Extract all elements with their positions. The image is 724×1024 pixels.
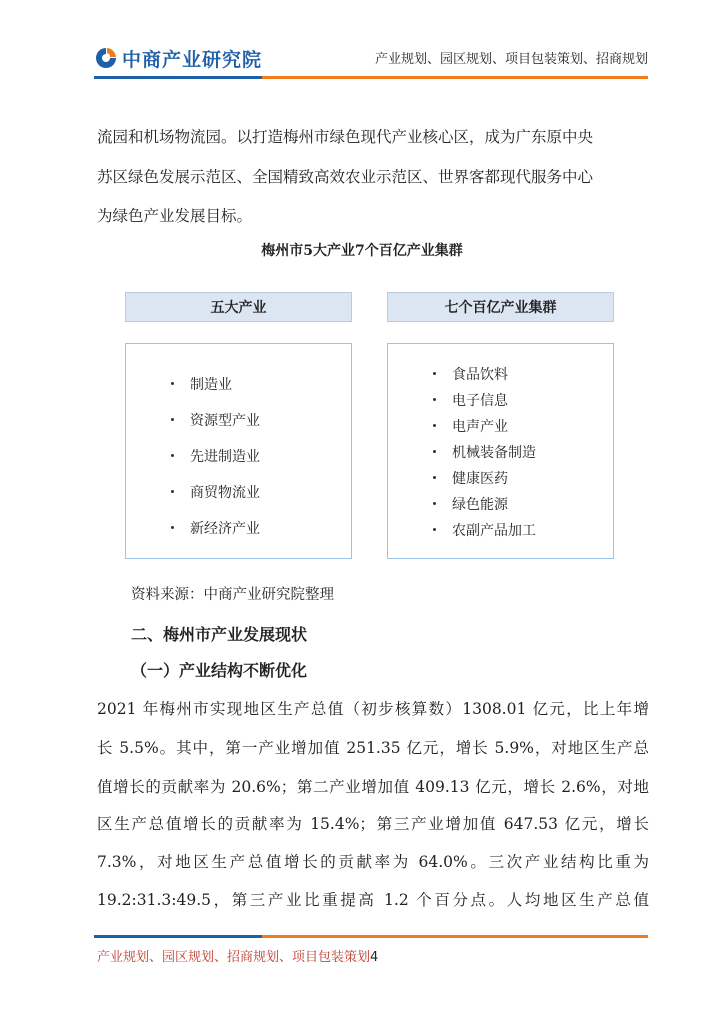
page-header [0, 0, 724, 82]
list-item-label: 机械装备制造 [452, 445, 536, 461]
list-item [452, 416, 508, 436]
bullet-icon [433, 528, 436, 531]
body-line: 值增长的贡献率为 20.6%；第二产业增加值 409.13 亿元，增长 2.6%，对地 [97, 778, 649, 796]
header-tagline: 产业规划、园区规划、项目包装策划、招商规划 [374, 52, 648, 67]
list-item [452, 364, 508, 384]
list-item-label: 先进制造业 [190, 449, 260, 465]
body-line: 19.2:31.3:49.5，第三产业比重提高 1.2 个百分点。人均地区生产总值 [97, 891, 649, 909]
bullet-icon [171, 382, 174, 385]
logo [94, 44, 262, 72]
bullet-icon [171, 490, 174, 493]
subsection-heading: （一）产业结构不断优化 [131, 661, 308, 680]
bullet-icon [171, 418, 174, 421]
logo-mark-icon [94, 46, 118, 70]
page-number: 4 [370, 950, 379, 965]
bullet-icon [433, 424, 436, 427]
bullet-icon [433, 502, 436, 505]
header-rule-orange [262, 76, 648, 79]
list-item [190, 410, 260, 430]
source-note: 资料来源：中商产业研究院整理 [131, 587, 334, 603]
logo-text: 中商产业研究院 [122, 48, 263, 71]
list-item-label: 商贸物流业 [190, 485, 260, 501]
list-item [452, 520, 536, 540]
list-item-label: 健康医药 [452, 471, 508, 487]
list-item-label: 电子信息 [452, 393, 508, 409]
bullet-icon [171, 526, 174, 529]
intro-line: 为绿色产业发展目标。 [97, 207, 253, 225]
list-item-label: 食品饮料 [452, 367, 508, 383]
footer-rule-orange [262, 935, 648, 938]
header-rule-blue [94, 76, 262, 79]
footer-tagline: 产业规划、园区规划、招商规划、项目包装策划 [97, 950, 371, 965]
list-item [452, 468, 508, 488]
list-item-label: 新经济产业 [190, 521, 260, 537]
right-column-heading: 七个百亿产业集群 [387, 292, 614, 322]
right-column-box [387, 343, 614, 559]
intro-line: 流园和机场物流园。以打造梅州市绿色现代产业核心区，成为广东原中央 [97, 128, 594, 146]
body-line: 7.3%，对地区生产总值增长的贡献率为 64.0%。三次产业结构比重为 [97, 853, 649, 871]
body-line: 2021 年梅州市实现地区生产总值（初步核算数）1308.01 亿元，比上年增 [97, 700, 649, 718]
list-item [190, 482, 260, 502]
body-line: 长 5.5%。其中，第一产业增加值 251.35 亿元，增长 5.9%，对地区生产总 [97, 739, 649, 757]
bullet-icon [433, 372, 436, 375]
left-column-box [125, 343, 352, 559]
body-line: 区生产总值增长的贡献率为 15.4%；第三产业增加值 647.53 亿元，增长 [97, 815, 649, 833]
bullet-icon [433, 476, 436, 479]
list-item-label: 资源型产业 [190, 413, 260, 429]
footer-rule-blue [94, 935, 262, 938]
list-item [452, 494, 508, 514]
section-heading: 二、梅州市产业发展现状 [131, 625, 308, 644]
bullet-icon [433, 398, 436, 401]
list-item [190, 374, 232, 394]
list-item [452, 390, 508, 410]
bullet-icon [433, 450, 436, 453]
list-item-label: 电声产业 [452, 419, 508, 435]
list-item-label: 绿色能源 [452, 497, 508, 513]
page-footer [97, 946, 378, 965]
figure-title: 梅州市5大产业7个百亿产业集群 [261, 243, 463, 259]
list-item [452, 442, 536, 462]
list-item-label: 农副产品加工 [452, 523, 536, 539]
bullet-icon [171, 454, 174, 457]
list-item [190, 518, 260, 538]
left-column-heading: 五大产业 [125, 292, 352, 322]
list-item-label: 制造业 [190, 377, 232, 393]
list-item [190, 446, 260, 466]
intro-line: 苏区绿色发展示范区、全国精致高效农业示范区、世界客都现代服务中心 [97, 168, 594, 186]
